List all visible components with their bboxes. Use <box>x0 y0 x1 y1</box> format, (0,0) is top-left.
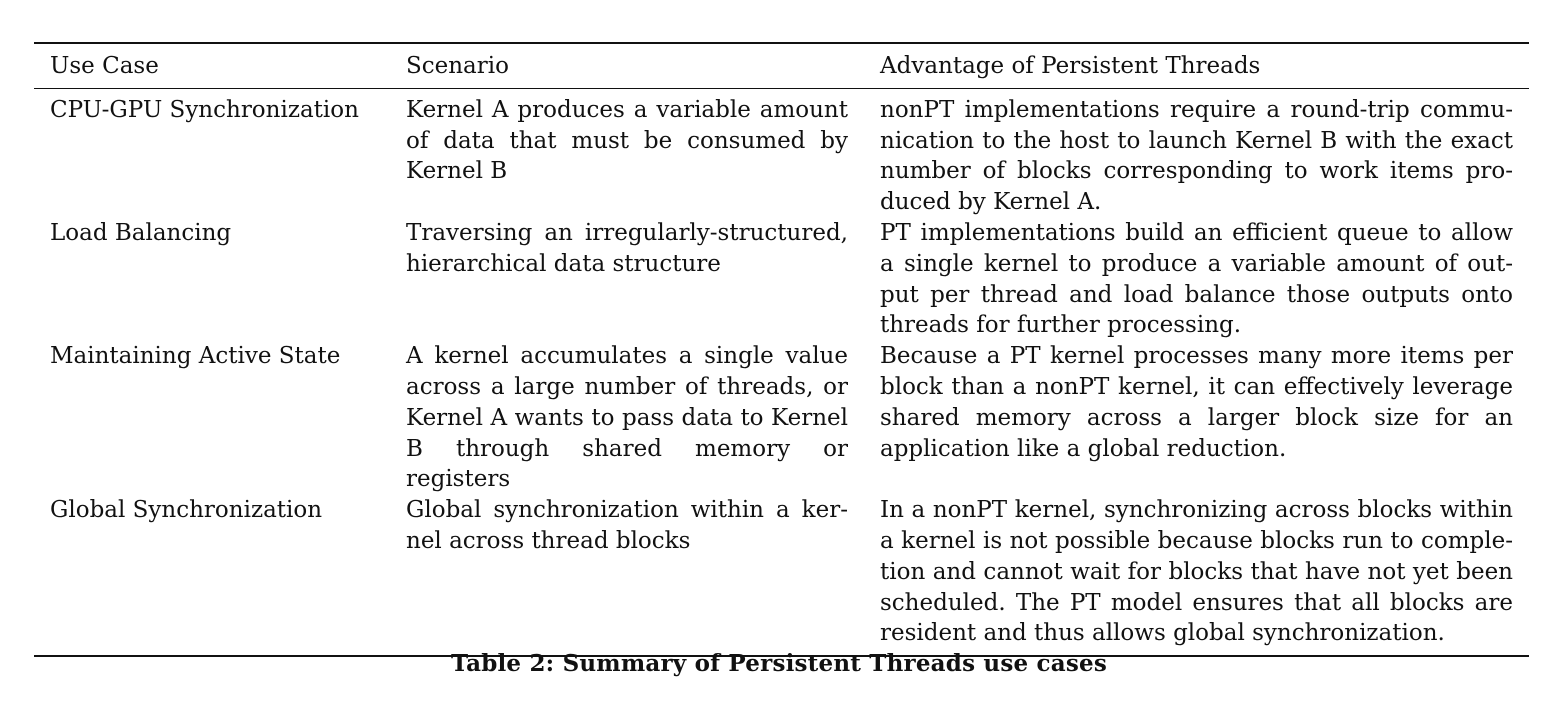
cell-use-case: CPU-GPU Synchronization <box>50 96 359 123</box>
cell-advantage: In a nonPT kernel, synchronizing across blocks within a kernel is not possible because blocks run to completion and cannot wait for blocks that have not yet been scheduled. The PT model ensures that all blocks are resident and thus allows global synchronization. <box>880 497 1513 647</box>
cell-use-case: Maintaining Active State <box>50 343 341 370</box>
cell-scenario: A kernel accumulates a single value across a large number of threads, or Kernel A wants to pass data to Kernel B through shared memory or registers <box>406 343 848 493</box>
table-header-row <box>34 43 1529 88</box>
cell-use-case: Global Synchronization <box>50 497 323 524</box>
summary-table-container <box>34 42 1529 657</box>
table-row <box>34 341 1529 495</box>
cell-advantage: PT implementations build an efficient queue to allow a single kernel to produce a variable amount of output per thread and load balance those outputs onto threads for further processing. <box>880 219 1513 339</box>
cell-scenario: Kernel A produces a variable amount of data that must be consumed by Kernel B <box>406 96 848 185</box>
cell-scenario: Global synchronization within a kernel across thread blocks <box>406 497 848 554</box>
table-row <box>34 88 1529 218</box>
header-use-case: Use Case <box>50 53 159 79</box>
use-cases-table <box>34 42 1529 657</box>
table-row <box>34 218 1529 341</box>
header-advantage: Advantage of Persistent Threads <box>880 53 1261 79</box>
cell-advantage: Because a PT kernel processes many more items per block than a nonPT kernel, it can effectively leverage shared memory across a larger block size for an application like a global reduction. <box>880 343 1513 462</box>
cell-advantage: nonPT implementations require a round-trip communication to the host to launch Kernel B with the exact number of blocks corresponding to work items produced by Kernel A. <box>880 96 1513 216</box>
cell-use-case: Load Balancing <box>50 219 232 246</box>
header-scenario: Scenario <box>406 53 509 79</box>
table-caption: Table 2: Summary of Persistent Threads use cases <box>451 650 1107 677</box>
cell-scenario: Traversing an irregularly-structured, hierarchical data structure <box>406 219 848 277</box>
table-row <box>34 495 1529 656</box>
